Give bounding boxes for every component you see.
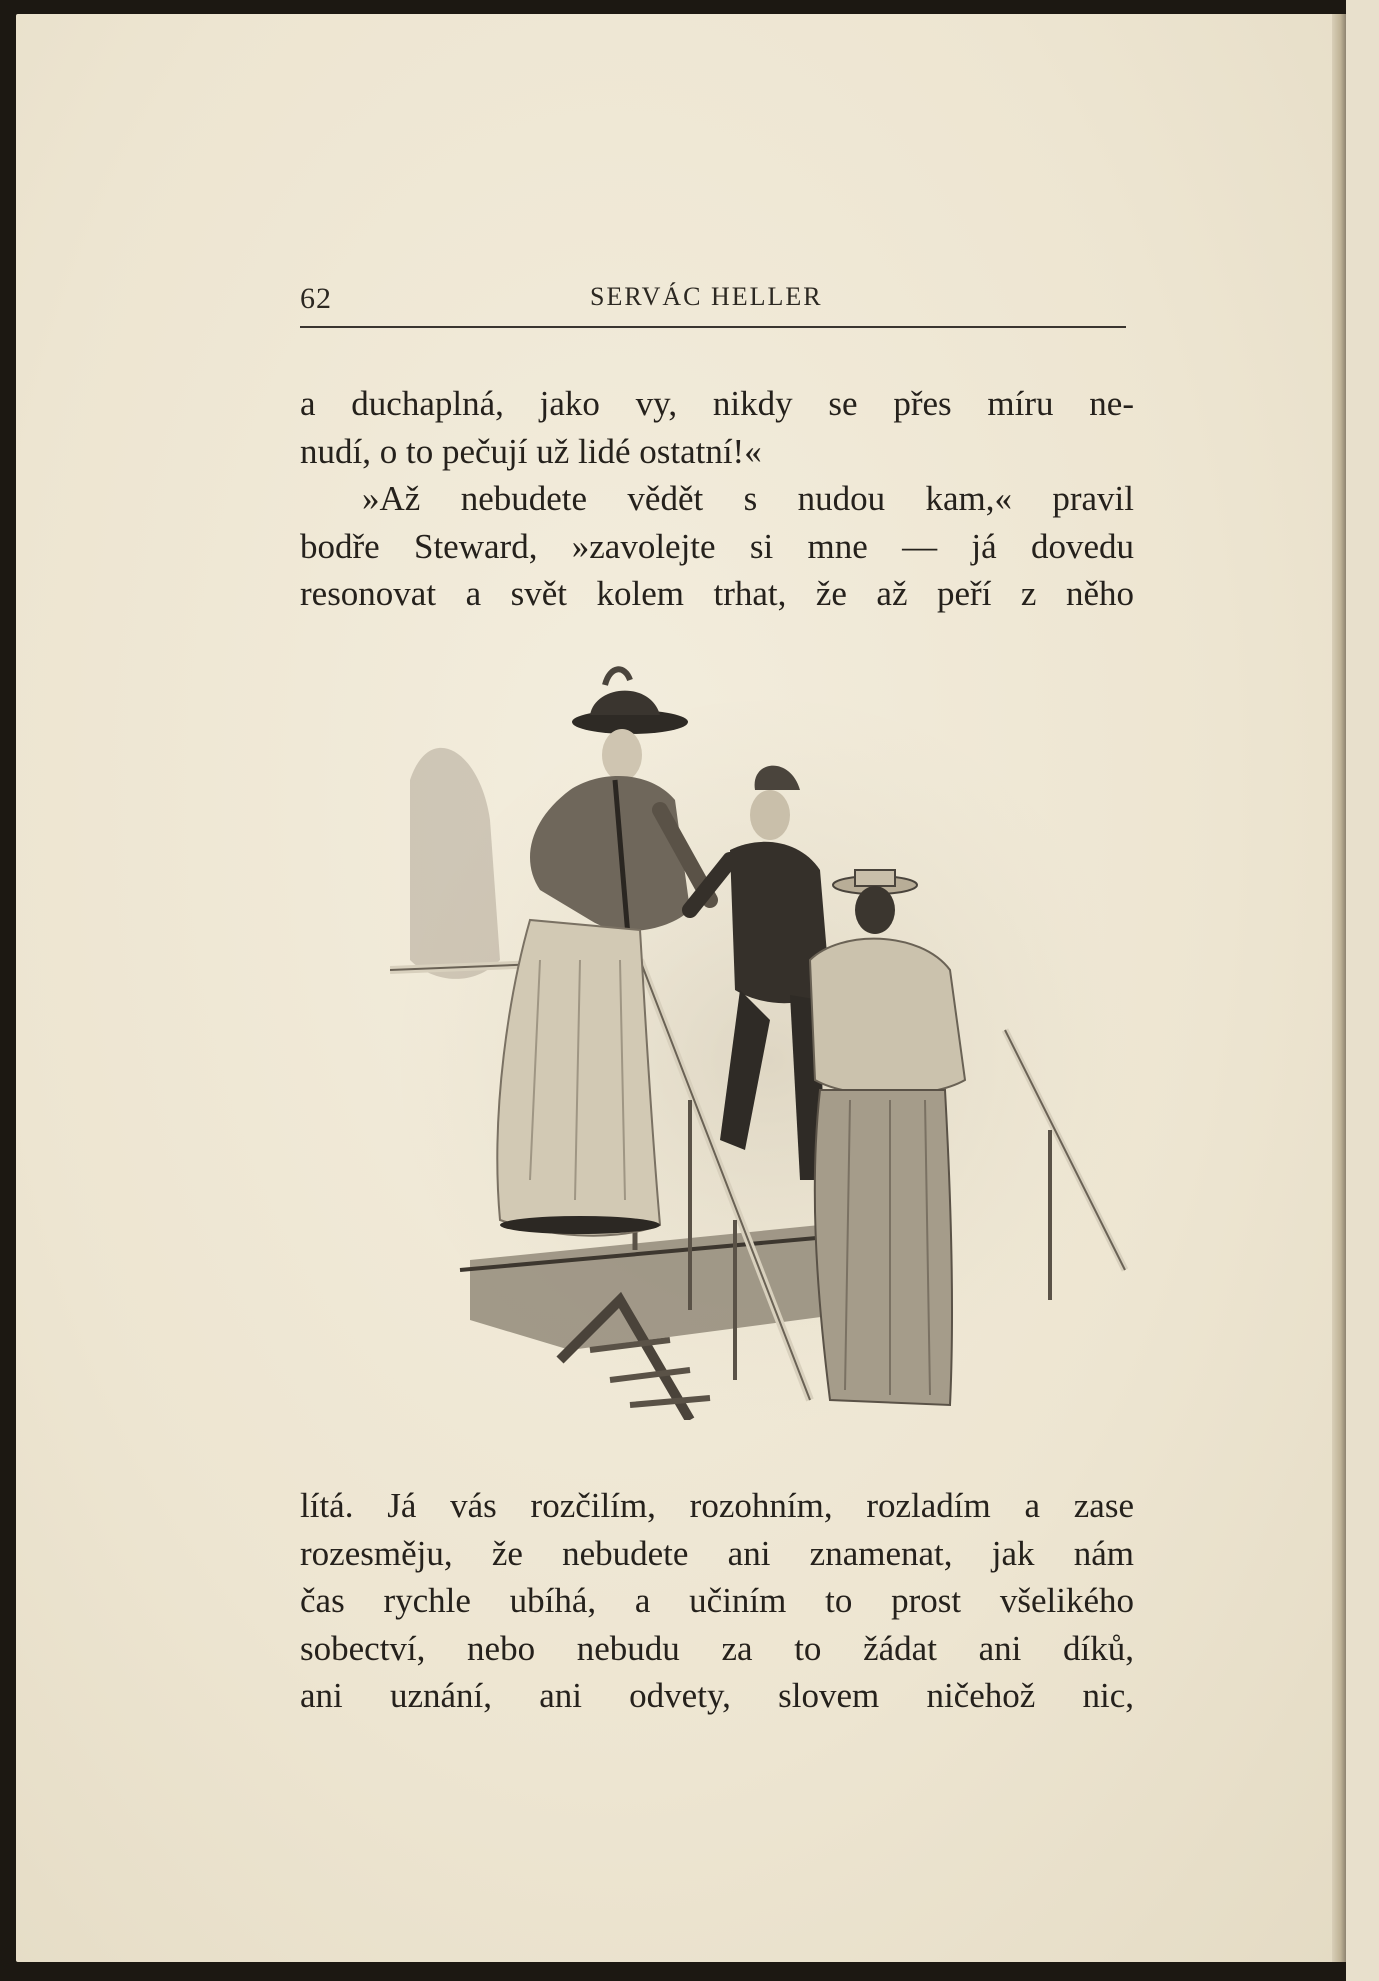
text-line: lítá. Já vás rozčilím, rozohním, rozladím a zase [300,1486,1134,1525]
text-line: sobectví, nebo nebudu za to žádat ani díků, [300,1628,1134,1668]
text-line: bodře Steward, »zavolejte si mne — já dovedu [300,526,1134,566]
text-line: rozesměju, že nebudete ani znamenat, jak nám [300,1533,1134,1573]
text-line: resonovat a svět kolem trhat, že až peří z něho [300,574,1134,613]
paragraph-2 [300,475,1134,618]
page-header [300,282,1126,328]
text-line: nudí, o to pečují už lidé ostatní!« [300,431,762,471]
shadow-figure [410,748,500,979]
text-line: ani uznání, ani odvety, slovem ničehož nic, [300,1676,1134,1715]
text-line: a duchaplná, jako vy, nikdy se přes míru ne- [300,384,1134,423]
paragraph-1 [300,380,1134,475]
paragraph-3 [300,1482,1134,1720]
text-line: »Až nebudete vědět s nudou kam,« pravil [362,479,1134,518]
text-line: čas rychle ubíhá, a učiním to prost všelikého [300,1581,1134,1620]
running-head: SERVÁC HELLER [590,282,823,311]
facing-page-edge [1346,0,1379,1981]
page-number: 62 [300,282,332,315]
engraving-illustration [390,660,1150,1420]
page-gutter [1332,14,1346,1962]
